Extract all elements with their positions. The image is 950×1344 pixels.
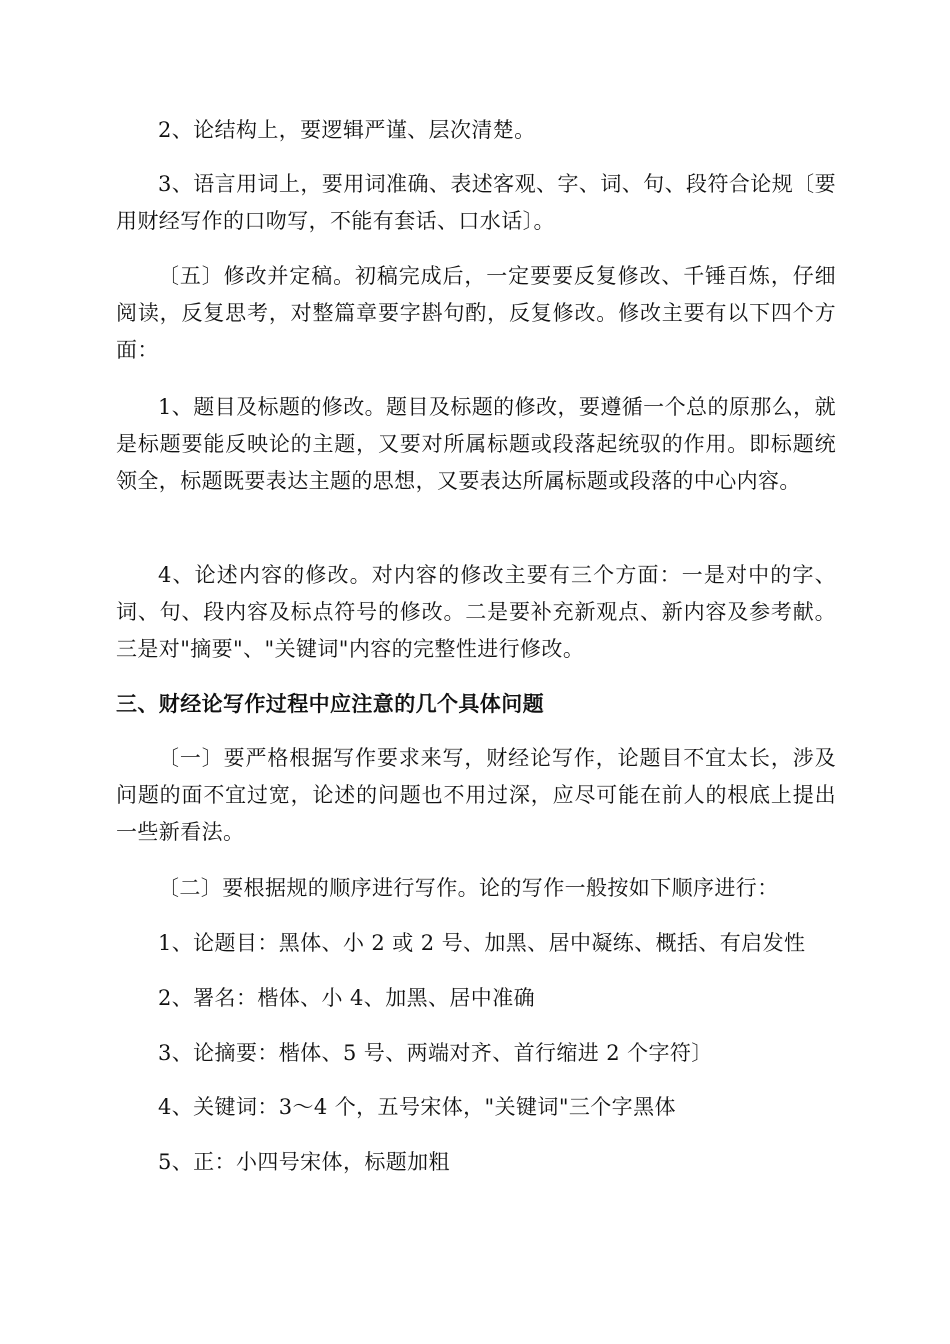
- paragraph-content-revision: 4、论述内容的修改。对内容的修改主要有三个方面：一是对中的字、词、句、段内容及标点符号的修改。二是要补充新观点、新内容及参考献。三是对"摘要"、"关键词"内容的完整性进行修改。: [116, 563, 836, 661]
- list-item-abstract-format: 3、论摘要：楷体、5 号、两端对齐、首行缩进 2 个字符〕: [158, 1041, 713, 1065]
- paragraph-structure: 2、论结构上，要逻辑严谨、层次清楚。: [158, 118, 536, 142]
- paragraph-title-revision: 1、题目及标题的修改。题目及标题的修改，要遵循一个总的原那么，就是标题要能反映论的主题，又要对所属标题或段落起统驭的作用。即标题统领全，标题既要表达主题的思想，又要表达所属标题或段落的中心内容。: [116, 395, 836, 493]
- paragraph-revision-finalize: 〔五〕修改并定稿。初稿完成后，一定要要反复修改、千锤百炼，仔细阅读，反复思考，对整篇章要字斟句酌，反复修改。修改主要有以下四个方面：: [116, 264, 836, 362]
- section-heading: 三、财经论写作过程中应注意的几个具体问题: [116, 692, 544, 716]
- paragraph-strict-requirements: 〔一〕要严格根据写作要求来写，财经论写作，论题目不宜太长，涉及问题的面不宜过宽，论述的问题也不用过深，应尽可能在前人的根底上提出一些新看法。: [116, 746, 836, 844]
- paragraph-writing-order: 〔二〕要根据规的顺序进行写作。论的写作一般按如下顺序进行：: [158, 876, 779, 900]
- list-item-keywords-format: 4、关键词：3～4 个，五号宋体，"关键词"三个字黑体: [158, 1095, 676, 1119]
- list-item-author-format: 2、署名：楷体、小 4、加黑、居中准确: [158, 986, 535, 1010]
- list-item-title-format: 1、论题目：黑体、小 2 或 2 号、加黑、居中凝练、概括、有启发性: [158, 931, 806, 955]
- list-item-body-format: 5、正：小四号宋体，标题加粗: [158, 1150, 450, 1174]
- paragraph-language: 3、语言用词上，要用词准确、表述客观、字、词、句、段符合论规〔要用财经写作的口吻写，不能有套话、口水话〕。: [116, 172, 836, 233]
